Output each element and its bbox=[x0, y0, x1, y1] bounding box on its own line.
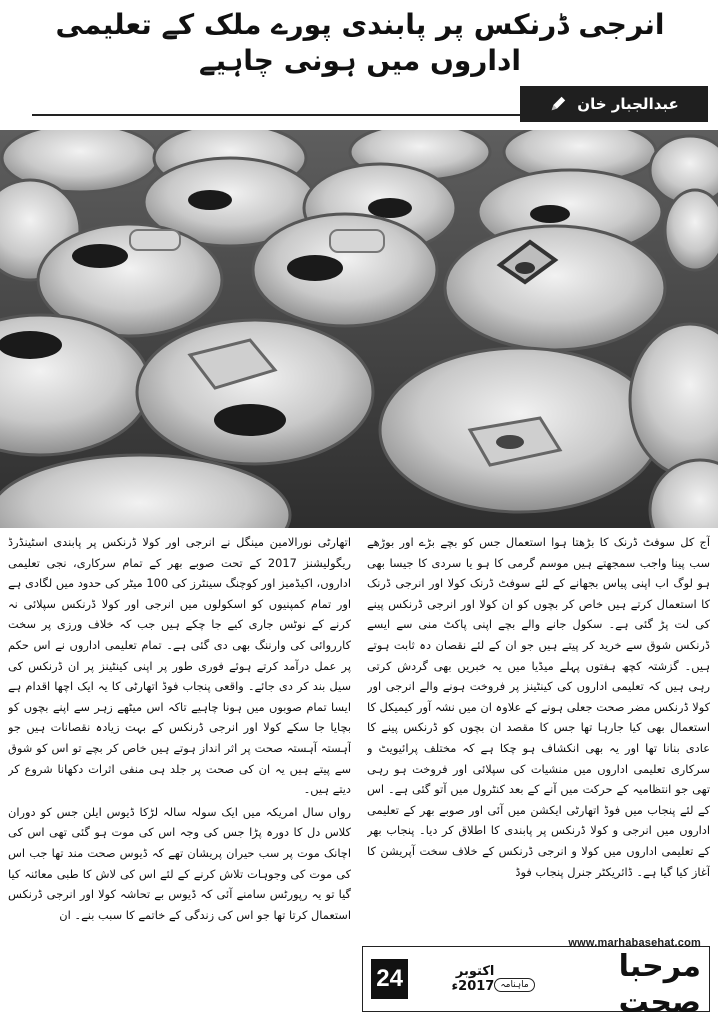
paragraph: اتھارٹی نورالامین مینگل نے انرجی اور کولا ڈرنکس پر پابندی اسٹینڈرڈ ریگولیشنز 2017 کے تحت صوبے بھر کے تمام سرکاری، نجی تعلیمی اداروں، اکیڈمیز اور کوچنگ سینٹرز کی 100 میٹر کی حدود میں لگادی ہے اور تمام کمپنیوں کو اسکولوں میں انرجی اور کولا ڈرنکس سپلائی نہ کرنے کے نوٹس جاری کیے جا چکے ہیں جب کہ خلاف ورزی پر سخت کارروائی کی وارننگ بھی دی گئی ہے۔ تمام تعلیمی اداروں نے اس حکم پر عمل درآمد کرتے ہوئے فوری طور پر اپنی کینٹینز پر ان ڈرنکس کی سیل بند کر دی جائے۔ واقعی پنجاب فوڈ اتھارٹی کا یہ ایک اچھا اقدام ہے ایسا تمام صوبوں میں ہونا چاہیے تاکہ اس میٹھے زہر سے اپنے بچوں کو بچایا جا سکے کولا اور انرجی ڈرنکس کے بہت زیادہ نقصانات ہیں جو آہستہ آہستہ صحت پر اثر انداز ہوتے ہیں خاص کر بچے تو اس کو شوق سے پیتے ہیں یہ ان کی صحت پر جلد ہی منفی اثرات دکھانا شروع کر دیتے ہیں۔ bbox=[8, 535, 351, 797]
energy-drink-cans-illustration bbox=[0, 130, 718, 528]
masthead-row bbox=[494, 949, 701, 1020]
article-column-left bbox=[8, 532, 351, 930]
magazine-footer bbox=[362, 937, 710, 1020]
author-byline bbox=[32, 86, 708, 122]
monthly-label: ماہنامہ bbox=[494, 978, 534, 992]
article-body bbox=[8, 532, 710, 930]
pen-icon bbox=[549, 95, 567, 113]
page-number: 24 bbox=[371, 959, 408, 999]
author-name: عبدالجبار خان bbox=[577, 95, 679, 113]
issue-date: اکتوبر 2017ء bbox=[451, 964, 495, 994]
author-rule bbox=[32, 86, 520, 116]
article-photo bbox=[0, 130, 718, 528]
article-headline: انرجی ڈرنکس پر پابندی پورے ملک کے تعلیمی اداروں میں ہونی چاہیے bbox=[55, 8, 665, 77]
masthead: مرحبا صحت bbox=[618, 949, 701, 1020]
paragraph: رواں سال امریکہ میں ایک سولہ سالہ لڑکا ڈیوس ایلن جس کو دوران کلاس دل کا دورہ پڑا جس کی وجہ اس کی موت ہو گئی تھی اس کی اچانک موت پر سب حیران پریشان تھے کہ ڈیوس صحت مند تھا جب اس کی موت کی وجوہات تلاش کرنے کے لئے اس کی لاش کا طبی معائنہ کیا گیا تو یہ رپورٹس سامنے آئی کہ ڈیوس بے تحاشہ کولا اور انرجی ڈرنکس استعمال کرتا تھا جو اس کی زندگی کے خاتمے کا سبب بنے۔ ان bbox=[8, 804, 351, 922]
paragraph: آج کل سوفٹ ڈرنک کا بڑھتا ہوا استعمال جس کو بچے بڑے اور بوڑھے سب پینا واجب سمجھتے ہیں موسم گرمی کا ہو یا سردی کا جیسا بھی ہو لوگ اب اپنی پیاس بجھانے کے لئے سوفٹ ڈرنک کولا اور انرجی ڈرنک کا استعمال کرتے ہیں خاص کر بچوں کو ان کولا اور انرجی ڈرنکس پینے کی لت پڑ گئی ہے۔ سکول جانے والے بچے اپنی پاکٹ منی سے ایسے ڈرنکس شوق سے خرید کر پیتے ہیں جو ان کے لئے نقصان دہ ثابت ہوتے ہیں۔ گزشتہ کچھ ہفتوں پہلے میڈیا میں یہ خبریں بھی گردش کرتی رہی ہیں کہ تعلیمی اداروں کی کینٹینز پر فروخت ہونے والے انرجی اور کولا ڈرنکس مضر صحت جعلی ہونے کے علاوہ ان میں نشہ آور کیمیکل کا استعمال بھی کیا جارہا تھا جس کا مقصد ان بچوں کو ڈرنکس پینے کا عادی بنانا تھا اور یہ بھی انکشاف ہو چکا ہے کہ مختلف پرائیویٹ و سرکاری تعلیمی اداروں میں منشیات کی سپلائی اور فروخت ہو رہی تھی جو انتظامیہ کے حرکت میں آنے کے بعد کنٹرول میں آتو گئی ہے۔ اس کے لئے پنجاب میں فوڈ اتھارٹی ایکشن میں آئی اور صوبے بھر کے تعلیمی اداروں میں انرجی و کولا ڈرنکس پر پابندی کا اطلاق کر دیا۔ پنجاب بھر کے تعلیمی اداروں میں کولا و انرجی ڈرنکس کے خلاف سخت آپریشن کا آغاز کیا گیا ہے۔ ڈائریکٹر جنرل پنجاب فوڈ bbox=[367, 535, 710, 879]
author-tag bbox=[520, 86, 708, 122]
article-column-right bbox=[367, 532, 710, 930]
website-url[interactable]: www.marhabasehat.com bbox=[568, 937, 701, 949]
magazine-brand bbox=[494, 937, 701, 1020]
